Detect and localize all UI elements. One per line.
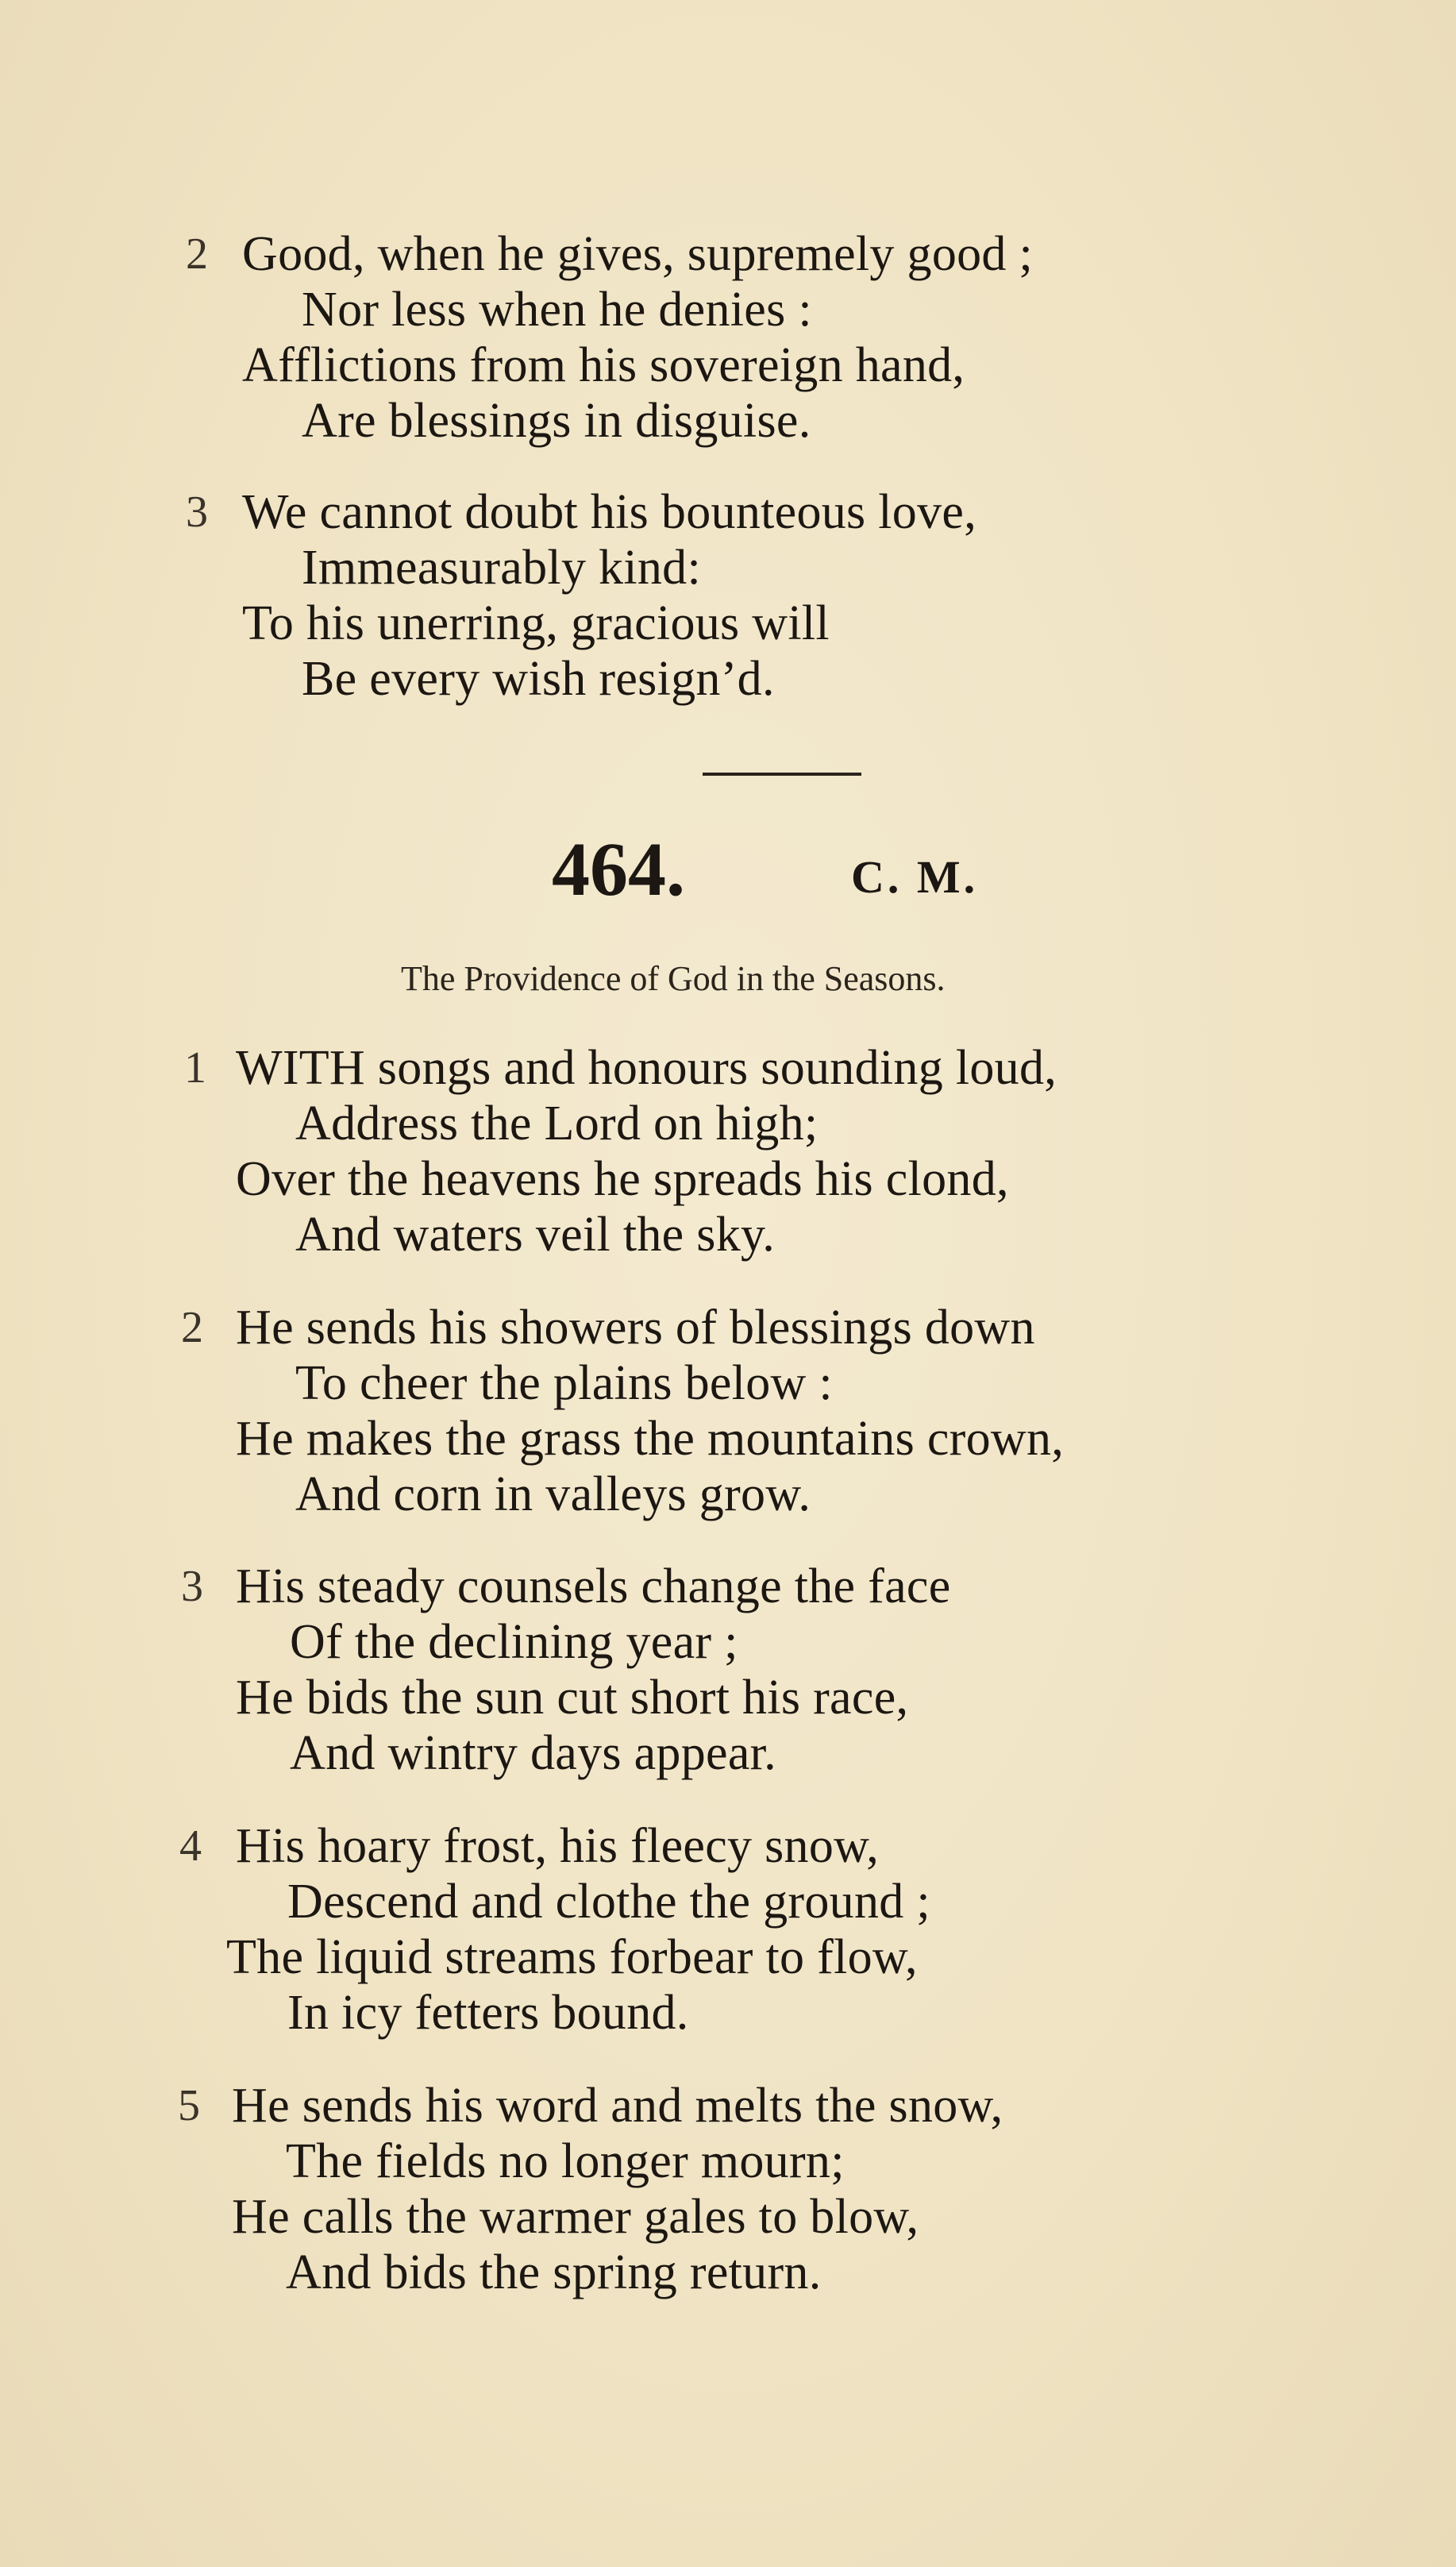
- stanza-line: To cheer the plains below :: [295, 1356, 833, 1410]
- stanza-line: The liquid streams forbear to flow,: [226, 1930, 918, 1984]
- stanza-number: 3: [181, 1562, 203, 1611]
- stanza-number: 5: [178, 2081, 200, 2130]
- stanza-line: He calls the warmer gales to blow,: [232, 2190, 919, 2244]
- stanza-line: In icy fetters bound.: [287, 1986, 689, 2040]
- stanza-line: And bids the spring return.: [286, 2245, 822, 2299]
- stanza-line: Afflictions from his sovereign hand,: [242, 338, 965, 392]
- stanza-line: His hoary frost, his fleecy snow,: [236, 1819, 879, 1873]
- stanza-line: Over the heavens he spreads his clond,: [236, 1152, 1009, 1206]
- stanza-line: Be every wish resign’d.: [302, 652, 775, 706]
- stanza-line: The fields no longer mourn;: [286, 2134, 845, 2188]
- stanza-number: 2: [181, 1303, 203, 1352]
- section-divider: [703, 773, 861, 776]
- hymn-meter: C. M.: [851, 851, 979, 903]
- stanza-line: His steady counsels change the face: [236, 1559, 951, 1613]
- stanza-line: Descend and clothe the ground ;: [287, 1875, 930, 1929]
- stanza-number: 1: [184, 1043, 206, 1093]
- stanza-line: And corn in valleys grow.: [295, 1467, 811, 1521]
- stanza-line: He bids the sun cut short his race,: [236, 1671, 909, 1725]
- stanza-line: To his unerring, gracious will: [242, 596, 830, 650]
- hymn-subtitle: The Providence of God in the Seasons.: [401, 959, 946, 998]
- stanza-line: He makes the grass the mountains crown,: [236, 1412, 1065, 1466]
- stanza-line: WITH songs and honours sounding loud,: [236, 1041, 1057, 1095]
- stanza-line: He sends his word and melts the snow,: [232, 2079, 1003, 2133]
- stanza-line: He sends his showers of blessings down: [236, 1301, 1035, 1355]
- stanza-line: Are blessings in disguise.: [302, 394, 811, 448]
- stanza-line: Good, when he gives, supremely good ;: [242, 227, 1034, 281]
- stanza-line: Immeasurably kind:: [302, 541, 702, 595]
- stanza-number: 3: [186, 488, 208, 537]
- stanza-line: Of the declining year ;: [290, 1615, 738, 1669]
- stanza-line: We cannot doubt his bounteous love,: [242, 485, 977, 539]
- stanza-line: Address the Lord on high;: [295, 1097, 819, 1151]
- stanza-number: 4: [179, 1821, 202, 1871]
- hymn-number: 464.: [552, 827, 685, 912]
- stanza-number: 2: [186, 229, 208, 279]
- stanza-line: And wintry days appear.: [290, 1726, 776, 1780]
- stanza-line: And waters veil the sky.: [295, 1208, 776, 1262]
- stanza-line: Nor less when he denies :: [302, 283, 812, 337]
